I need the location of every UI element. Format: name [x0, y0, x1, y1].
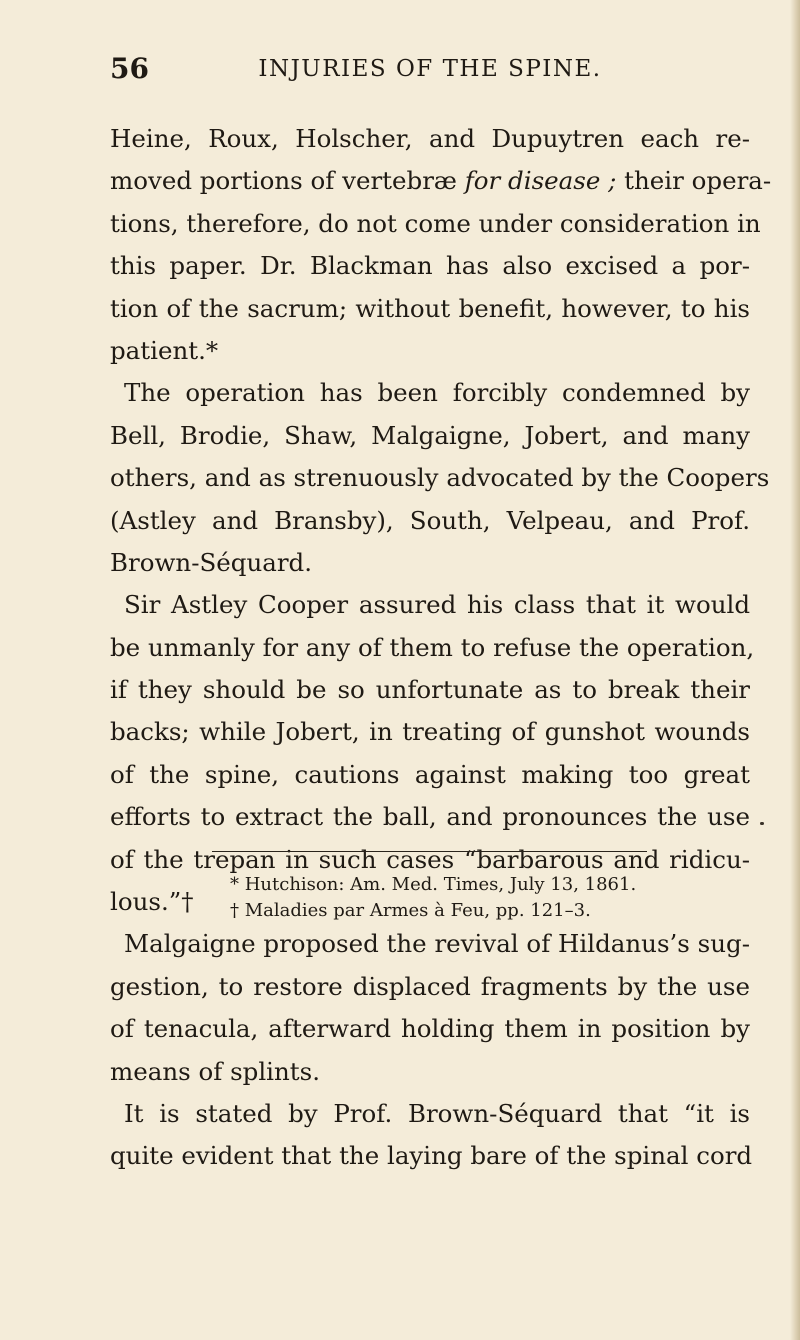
- body-line: tion of the sacrum; without benefit, however, to his: [110, 293, 750, 323]
- body-text: [110, 118, 772, 1178]
- ink-speck: [760, 822, 764, 825]
- footnotes: [230, 872, 750, 924]
- body-line: if they should be so unfortunate as to break their: [110, 675, 750, 705]
- body-line: efforts to extract the ball, and pronounces the use: [110, 802, 750, 832]
- body-line: Heine, Roux, Holscher, and Dupuytren each re-: [110, 124, 750, 153]
- italic-phrase: for disease ;: [464, 166, 617, 196]
- body-line: The operation has been forcibly condemned by: [124, 378, 750, 408]
- body-line: (Astley and Bransby), South, Velpeau, and Prof.: [110, 505, 750, 535]
- body-line: Malgaigne proposed the revival of Hildanus’s sug-: [124, 929, 750, 959]
- body-line: gestion, to restore displaced fragments by the use: [110, 971, 750, 1001]
- page-header: [110, 52, 750, 92]
- body-line: quite evident that the laying bare of the spinal cord: [110, 1141, 753, 1171]
- body-line: tions, therefore, do not come under consideration in: [110, 208, 761, 238]
- body-line: Bell, Brodie, Shaw, Malgaigne, Jobert, and many: [110, 420, 750, 450]
- body-line: patient.*: [110, 335, 219, 365]
- body-line: [110, 160, 772, 202]
- footnote: † Maladies par Armes à Feu, pp. 121–3.: [230, 900, 591, 921]
- page-edge: [790, 0, 800, 1340]
- body-line-segment: their opera-: [624, 166, 772, 196]
- footnote: * Hutchison: Am. Med. Times, July 13, 1861.: [230, 874, 637, 895]
- body-line: It is stated by Prof. Brown-Séquard that “it is: [124, 1098, 750, 1128]
- body-line: of the spine, cautions against making too great: [110, 759, 750, 789]
- footnote-rule: [212, 851, 647, 852]
- body-line: others, and as strenuously advocated by the Coopers: [110, 463, 770, 493]
- body-line: backs; while Jobert, in treating of gunshot wounds: [110, 717, 750, 747]
- body-line: Brown-Séquard.: [110, 547, 313, 577]
- body-line: of tenacula, afterward holding them in position by: [110, 1014, 750, 1044]
- running-head: INJURIES OF THE SPINE.: [258, 56, 602, 82]
- body-line: be unmanly for any of them to refuse the operation,: [110, 632, 755, 662]
- body-line: this paper. Dr. Blackman has also excised a por-: [110, 251, 750, 281]
- body-line: Sir Astley Cooper assured his class that it would: [124, 590, 750, 620]
- body-line: of the trepan in such cases “barbarous and ridicu-: [110, 844, 750, 874]
- body-line: lous.”†: [110, 887, 194, 917]
- body-line-segment: moved portions of vertebræ: [110, 166, 457, 196]
- page-number: 56: [110, 52, 149, 85]
- body-line: means of splints.: [110, 1056, 320, 1086]
